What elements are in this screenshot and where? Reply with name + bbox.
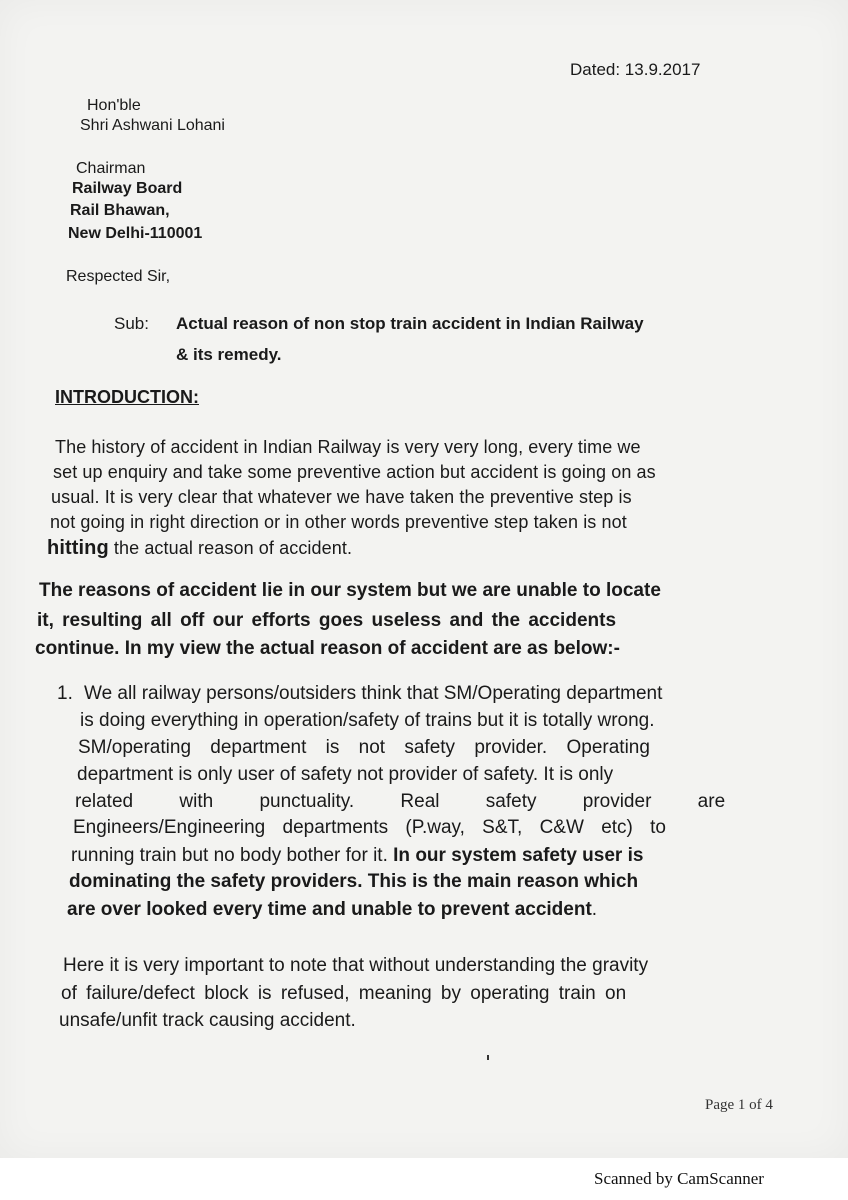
- item1-line-8: dominating the safety providers. This is the main reason which: [69, 871, 639, 892]
- item1-line-4: department is only user of safety not provider of safety. It is only: [77, 764, 614, 785]
- recipient-name: Shri Ashwani Lohani: [80, 117, 225, 134]
- subject-line-2: & its remedy.: [176, 345, 282, 364]
- para2-line-3: continue. In my view the actual reason of accident are as below:-: [35, 638, 620, 659]
- para1-line-5-rest: the actual reason of accident.: [108, 538, 353, 558]
- ink-speck: [487, 1055, 489, 1060]
- item1-line-9-bold: are over looked every time and unable to prevent accident: [67, 899, 592, 920]
- item1-line-7-bold: In our system safety user is: [393, 845, 644, 866]
- item1-line-2: is doing everything in operation/safety of trains but it is totally wrong.: [80, 710, 655, 731]
- para1-line-2: set up enquiry and take some preventive action but accident is going on as: [53, 462, 656, 482]
- para3-line-3: unsafe/unfit track causing accident.: [59, 1010, 356, 1031]
- item1-line-7-plain: running train but no body bother for it.: [71, 845, 394, 866]
- para3-line-2: of failure/defect block is refused, meaning by operating train on: [61, 983, 627, 1004]
- recipient-organization: Railway Board: [72, 180, 183, 197]
- para2-line-1: The reasons of accident lie in our system but we are unable to locate: [39, 580, 661, 601]
- item1-line-9: [67, 899, 597, 921]
- item1-line-5: related with punctuality. Real safety provider are: [75, 791, 726, 812]
- subject-label: Sub:: [114, 314, 149, 333]
- recipient-building: Rail Bhawan,: [70, 202, 170, 219]
- page-number: Page 1 of 4: [705, 1097, 773, 1113]
- para1-line-5: [47, 537, 352, 560]
- item1-line-7: [71, 845, 643, 867]
- scanner-watermark: Scanned by CamScanner: [594, 1169, 764, 1188]
- recipient-designation: Chairman: [76, 160, 146, 177]
- item1-line-1: We all railway persons/outsiders think that SM/Operating department: [84, 683, 663, 704]
- letter-date: Dated: 13.9.2017: [570, 60, 701, 79]
- salutation: Respected Sir,: [66, 268, 171, 285]
- recipient-city: New Delhi-110001: [68, 225, 203, 242]
- item1-line-9-end: .: [591, 899, 598, 920]
- item1-line-3: SM/operating department is not safety provider. Operating: [78, 737, 650, 758]
- para3-line-1: Here it is very important to note that without understanding the gravity: [63, 955, 649, 976]
- item-number: 1.: [57, 683, 73, 704]
- para1-line-1: The history of accident in Indian Railway is very very long, every time we: [55, 437, 641, 457]
- item1-line-6: Engineers/Engineering departments (P.way, S&T, C&W etc) to: [73, 817, 666, 838]
- para2-line-2: it, resulting all off our efforts goes useless and the accidents: [37, 610, 617, 631]
- recipient-honorific: Hon'ble: [87, 97, 141, 114]
- para1-line-3: usual. It is very clear that whatever we have taken the preventive step is: [51, 487, 632, 507]
- section-heading: INTRODUCTION:: [55, 387, 199, 407]
- subject-line-1: Actual reason of non stop train accident in Indian Railway: [176, 314, 644, 333]
- para1-emphasis: hitting: [47, 537, 109, 559]
- para1-line-4: not going in right direction or in other words preventive step taken is not: [50, 512, 627, 532]
